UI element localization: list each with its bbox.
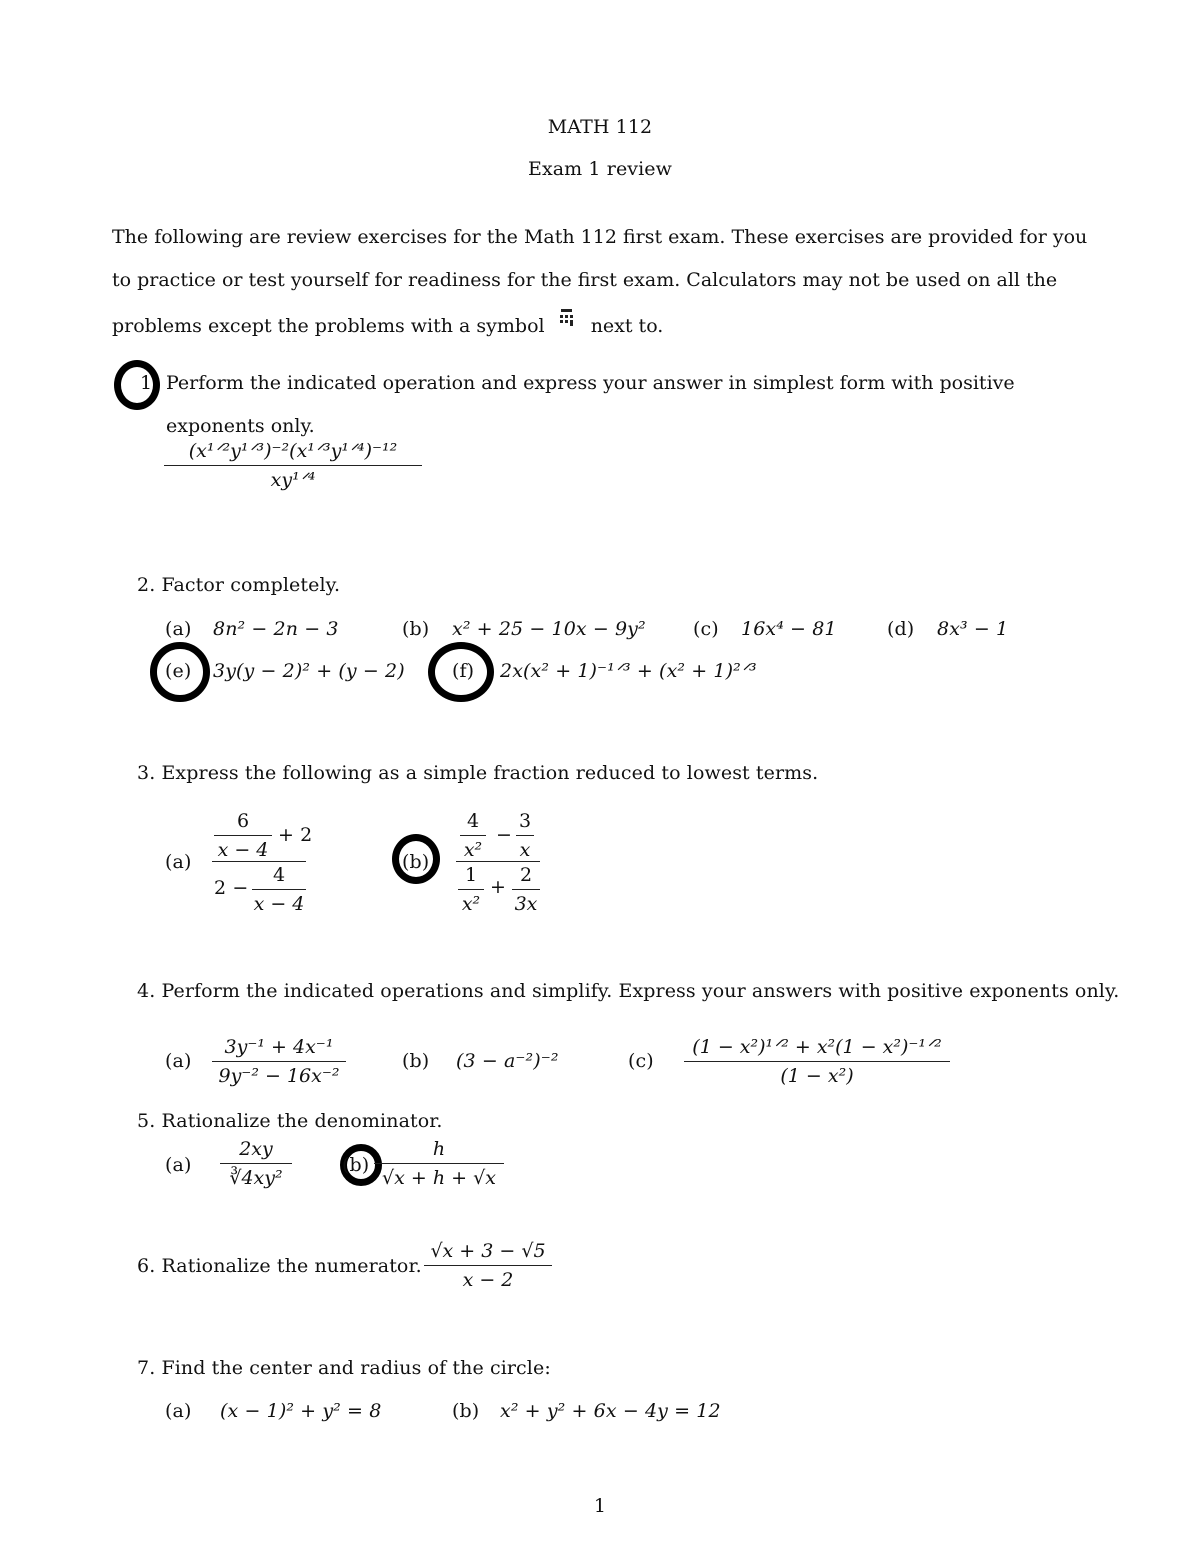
problem-3a-denominator-lead: 2 −	[214, 877, 249, 899]
problem-1-number: 1	[140, 372, 153, 394]
problem-3b-complex-fraction	[456, 810, 542, 914]
problem-3-heading: 3. Express the following as a simple fraction reduced to lowest terms.	[137, 762, 819, 784]
problem-3b-plus: +	[490, 876, 507, 898]
fraction-bar	[214, 835, 272, 836]
intro-paragraph	[112, 216, 1092, 348]
fraction-denominator: ∛4xy²	[229, 1167, 283, 1189]
fraction-denominator: (1 − x²)	[780, 1065, 854, 1087]
problem-5a-label: (a)	[165, 1154, 192, 1176]
fraction-numerator: 1	[464, 864, 478, 886]
fraction-numerator: 2	[519, 864, 533, 886]
problem-5b-fraction	[374, 1138, 504, 1189]
problem-2f-expr: 2x(x² + 1)⁻¹ᐟ³ + (x² + 1)²ᐟ³	[500, 660, 757, 682]
fraction-numerator: 3y⁻¹ + 4x⁻¹	[224, 1036, 334, 1058]
fraction-numerator: h	[432, 1138, 446, 1160]
fraction-denominator: 9y⁻² − 16x⁻²	[218, 1065, 340, 1087]
course-title: MATH 112	[547, 116, 653, 138]
fraction-denominator: 3x	[514, 893, 538, 915]
problem-3b-inner-fraction	[460, 810, 486, 861]
problem-3a-inner-fraction	[214, 810, 272, 861]
problem-4a-label: (a)	[165, 1050, 192, 1072]
fraction-bar	[374, 1163, 504, 1164]
intro-text: The following are review exercises for the Math 112 first exam. These exercises are provided for you to practice or test yourself for readiness for the first exam. Calculators may not be used on all the problems except the problems with a symbol	[112, 226, 1088, 337]
problem-3b-inner-fraction	[516, 810, 534, 861]
fraction-bar	[424, 1265, 552, 1266]
problem-3b-inner-fraction	[512, 864, 540, 915]
problem-1-text: Perform the indicated operation and express your answer in simplest form with positive exponents only.	[166, 372, 1015, 437]
problem-4b-expr: (3 − a⁻²)⁻²	[456, 1050, 559, 1072]
fraction-numerator: 3	[518, 810, 532, 832]
page-subtitle: Exam 1 review	[527, 158, 673, 180]
problem-2e-expr: 3y(y − 2)² + (y − 2)	[213, 660, 405, 682]
fraction-numerator: √x + 3 − √5	[430, 1240, 546, 1262]
problem-3a-plus-term: + 2	[278, 824, 313, 846]
fraction-bar	[516, 835, 534, 836]
problem-5b-label: (b)	[342, 1154, 370, 1176]
problem-3b-inner-fraction	[458, 864, 484, 915]
problem-7b-label: (b)	[452, 1400, 480, 1422]
problem-4c-fraction	[684, 1036, 950, 1087]
fraction-bar	[460, 835, 486, 836]
main-fraction-bar	[212, 861, 306, 862]
problem-2c-label: (c)	[693, 618, 719, 640]
fraction-bar	[458, 889, 484, 890]
fraction-numerator: (1 − x²)¹ᐟ² + x²(1 − x²)⁻¹ᐟ²	[692, 1036, 942, 1058]
fraction-numerator: 4	[272, 864, 286, 886]
problem-1-fraction	[164, 440, 422, 491]
problem-6-fraction	[424, 1240, 552, 1291]
fraction-denominator: x − 4	[217, 839, 269, 861]
page-number: 1	[593, 1495, 607, 1517]
fraction-denominator: x²	[461, 893, 481, 915]
problem-5-heading: 5. Rationalize the denominator.	[137, 1110, 443, 1132]
main-fraction-bar	[456, 861, 540, 862]
intro-text-end: next to.	[590, 315, 664, 337]
problem-5a-fraction	[220, 1138, 292, 1189]
fraction-numerator: 6	[236, 810, 250, 832]
problem-2d-expr: 8x³ − 1	[937, 618, 1009, 640]
problem-3a-label: (a)	[165, 851, 192, 873]
problem-2a-expr: 8n² − 2n − 3	[213, 618, 339, 640]
problem-2a-label: (a)	[165, 618, 192, 640]
problem-1-numerator: (x¹ᐟ²y¹ᐟ³)⁻²(x¹ᐟ³y¹ᐟ⁴)⁻¹²	[188, 440, 398, 462]
fraction-bar	[212, 1061, 346, 1062]
problem-3a-complex-fraction	[212, 810, 313, 915]
fraction-bar	[220, 1163, 292, 1164]
problem-2c-expr: 16x⁴ − 81	[741, 618, 837, 640]
fraction-bar	[684, 1061, 950, 1062]
problem-2-heading: 2. Factor completely.	[137, 574, 341, 596]
problem-6-heading: 6. Rationalize the numerator.	[137, 1255, 422, 1277]
calculator-icon	[559, 301, 577, 323]
fraction-bar	[512, 889, 540, 890]
problem-2b-label: (b)	[402, 618, 430, 640]
problem-4c-label: (c)	[628, 1050, 654, 1072]
problem-2b-expr: x² + 25 − 10x − 9y²	[452, 618, 646, 640]
fraction-numerator: 4	[466, 810, 480, 832]
problem-4b-label: (b)	[402, 1050, 430, 1072]
fraction-bar	[164, 465, 422, 466]
problem-7a-label: (a)	[165, 1400, 192, 1422]
problem-4-heading: 4. Perform the indicated operations and simplify. Express your answers with positive exponents only.	[137, 980, 1120, 1002]
problem-3a-inner-fraction	[252, 864, 306, 915]
hand-circle-mark	[114, 360, 160, 410]
fraction-denominator: x²	[463, 839, 483, 861]
problem-1-denominator: xy¹ᐟ⁴	[270, 469, 316, 491]
problem-7b-expr: x² + y² + 6x − 4y = 12	[500, 1400, 721, 1422]
problem-7-heading: 7. Find the center and radius of the circle:	[137, 1357, 551, 1379]
problem-4a-fraction	[212, 1036, 346, 1087]
fraction-denominator: x − 2	[462, 1269, 514, 1291]
fraction-bar	[252, 889, 306, 890]
problem-2e-label: (e)	[165, 660, 192, 682]
problem-2d-label: (d)	[887, 618, 915, 640]
fraction-denominator: x	[519, 839, 531, 861]
fraction-denominator: x − 4	[253, 893, 305, 915]
problem-3b-minus: −	[496, 824, 513, 846]
problem-7a-expr: (x − 1)² + y² = 8	[220, 1400, 382, 1422]
problem-3b-label: (b)	[402, 851, 430, 873]
fraction-numerator: 2xy	[239, 1138, 273, 1160]
problem-2f-label: (f)	[452, 660, 475, 682]
fraction-denominator: √x + h + √x	[382, 1167, 496, 1189]
